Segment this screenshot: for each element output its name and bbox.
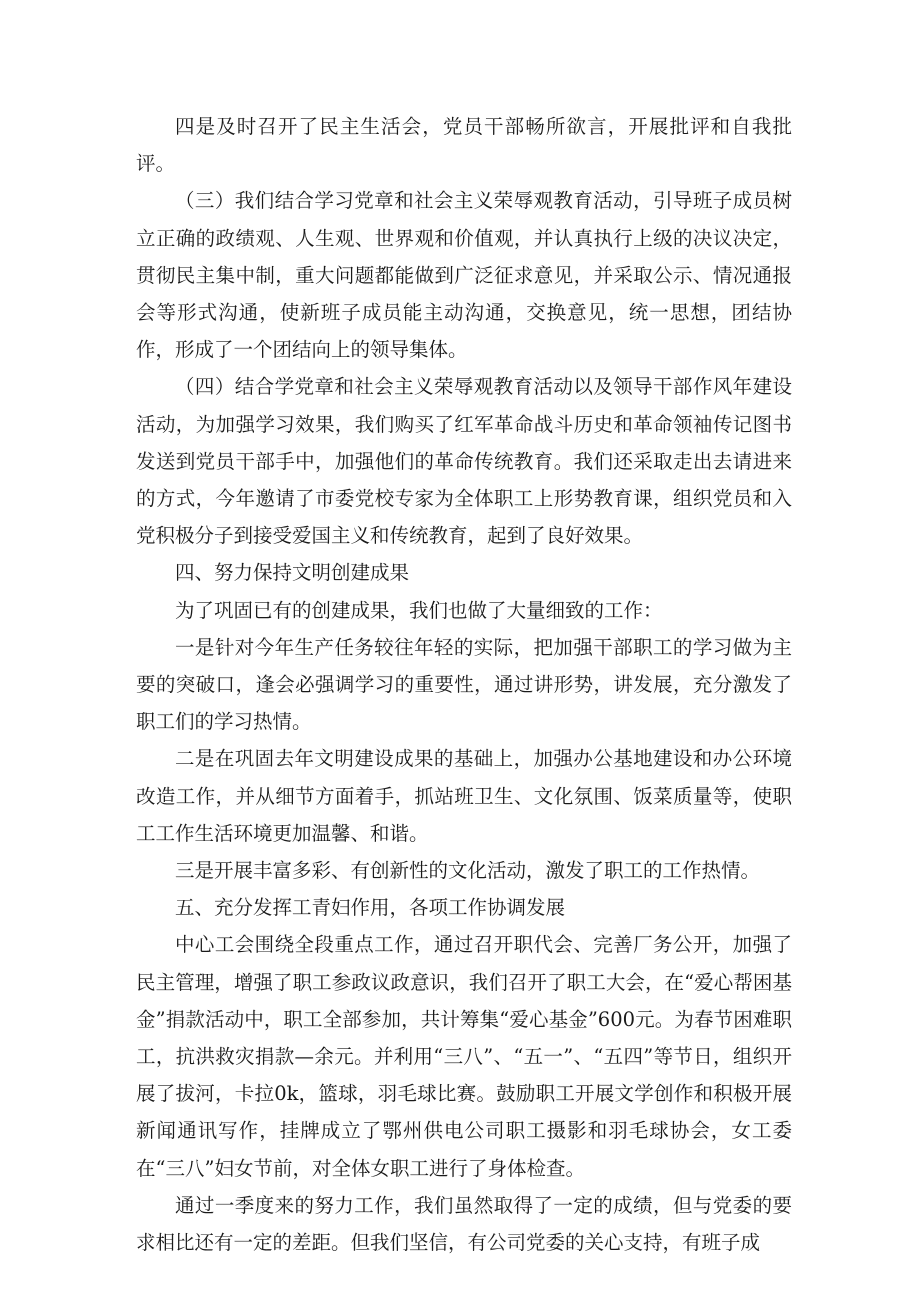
document-body: [136, 108, 792, 1261]
heading-civilization-achievements: 四、努力保持文明创建成果: [175, 561, 410, 585]
paragraph-item-three: 三是开展丰富多彩、有创新性的文化活动，激发了职工的工作热情。: [175, 859, 761, 883]
paragraph-section-four: （四）结合学党章和社会主义荣辱观教育活动以及领导干部作风年建设活动，为加强学习效果，我们购买了红军革命战斗历史和革命领袖传记图书发送到党员干部手中，加强他们的革命传统教育。我们还采取走出去请进来的方式，今年邀请了市委党校专家为全体职工上形势教育课，组织党员和入党积极分子到接受爱国主义和传统教育，起到了良好效果。: [136, 375, 792, 548]
paragraph-consolidate-intro: 为了巩固已有的创建成果，我们也做了大量细致的工作：: [175, 598, 663, 622]
paragraph-section-three: （三）我们结合学习党章和社会主义荣辱观教育活动，引导班子成员树立正确的政绩观、人生观、世界观和价值观，并认真执行上级的决议决定，贯彻民主集中制，重大问题都能做到广泛征求意见，并采取公示、情况通报会等形式沟通，使新班子成员能主动沟通，交换意见，统一思想，团结协作，形成了一个团结向上的领导集体。: [136, 189, 792, 362]
paragraph-quarter-summary: 通过一季度来的努力工作，我们虽然取得了一定的成绩，但与党委的要求相比还有一定的差距。但我们坚信，有公司党委的关心支持，有班子成: [136, 1193, 792, 1255]
paragraph-item-one: 一是针对今年生产任务较往年轻的实际，把加强干部职工的学习做为主要的突破口，逢会必强调学习的重要性，通过讲形势，讲发展，充分激发了职工们的学习热情。: [136, 635, 792, 734]
paragraph-item-two: 二是在巩固去年文明建设成果的基础上，加强办公基地建设和办公环境改造工作，并从细节方面着手，抓站班卫生、文化氛围、饭菜质量等，使职工工作生活环境更加温馨、和谐。: [136, 747, 792, 845]
paragraph-union-work: 中心工会围绕全段重点工作，通过召开职代会、完善厂务公开，加强了民主管理，增强了职工参政议政意识，我们召开了职工大会，在“爱心帮困基金”捐款活动中，职工全部参加，共计筹集“爱心基金”600元。为春节困难职工，抗洪救灾捐款—余元。并利用“三八”、“五一”、“五四”等节日，组织开展了拔河，卡拉0k，篮球，羽毛球比赛。鼓励职工开展文学创作和积极开展新闻通讯写作，挂牌成立了鄂州供电公司职工摄影和羽毛球协会，女工委在“三八”妇女节前，对全体女职工进行了身体检查。: [136, 933, 792, 1180]
heading-youth-women-role: 五、充分发挥工青妇作用，各项工作协调发展: [175, 896, 566, 920]
paragraph-democratic-life-meeting: 四是及时召开了民主生活会，党员干部畅所欲言，开展批评和自我批评。: [136, 115, 792, 176]
